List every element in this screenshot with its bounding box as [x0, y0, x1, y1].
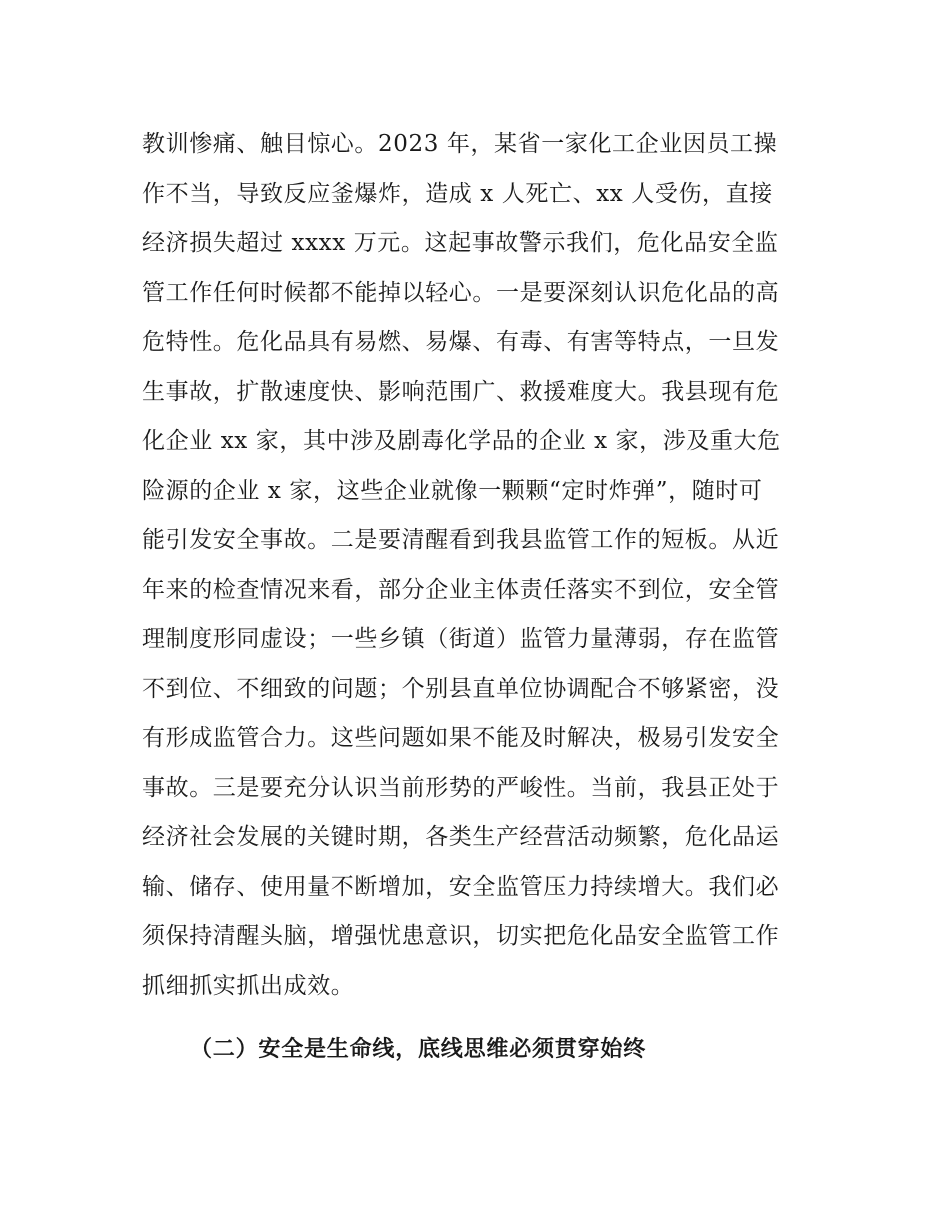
paragraph-line: 有形成监管合力。这些问题如果不能及时解决，极易引发安全 — [142, 725, 780, 751]
paragraph-line: 须保持清醒头脑，增强忧患意识，切实把危化品安全监管工作 — [142, 923, 780, 949]
paragraph-line: 险源的企业 x 家，这些企业就像一颗颗“定时炸弹”，随时可 — [142, 477, 763, 504]
paragraph-line: 输、储存、使用量不断增加，安全监管压力持续增大。我们必 — [142, 873, 780, 900]
paragraph-line: 能引发安全事故。二是要清醒看到我县监管工作的短板。从近 — [142, 527, 780, 553]
paragraph-line: 危特性。危化品具有易燃、易爆、有毒、有害等特点，一旦发 — [142, 329, 780, 355]
paragraph-line: 年来的检查情况来看，部分企业主体责任落实不到位，安全管 — [142, 576, 780, 603]
paragraph-line: 作不当，导致反应釜爆炸，造成 x 人死亡、xx 人受伤，直接 — [142, 180, 773, 207]
paragraph-line: 理制度形同虚设；一些乡镇（街道）监管力量薄弱，存在监管 — [142, 626, 780, 652]
section-heading: （二）安全是生命线，底线思维必须贯穿始终 — [190, 1037, 647, 1062]
body-paragraph — [142, 120, 822, 1011]
paragraph-line: 管工作任何时候都不能掉以轻心。一是要深刻认识危化品的高 — [142, 279, 780, 306]
paragraph-line: 教训惨痛、触目惊心。2023 年，某省一家化工企业因员工操 — [142, 131, 778, 157]
paragraph-line: 不到位、不细致的问题；个别县直单位协调配合不够紧密，没 — [142, 675, 780, 702]
paragraph-line: 事故。三是要充分认识当前形势的严峻性。当前，我县正处于 — [142, 774, 780, 801]
paragraph-line: 生事故，扩散速度快、影响范围广、救援难度大。我县现有危 — [142, 378, 780, 405]
paragraph-line: 经济社会发展的关键时期，各类生产经营活动频繁，危化品运 — [142, 824, 780, 850]
paragraph-line: 化企业 xx 家，其中涉及剧毒化学品的企业 x 家，涉及重大危 — [142, 428, 781, 454]
paragraph-line: 经济损失超过 xxxx 万元。这起事故警示我们，危化品安全监 — [142, 230, 779, 256]
paragraph-line: 抓细抓实抓出成效。 — [142, 972, 355, 999]
